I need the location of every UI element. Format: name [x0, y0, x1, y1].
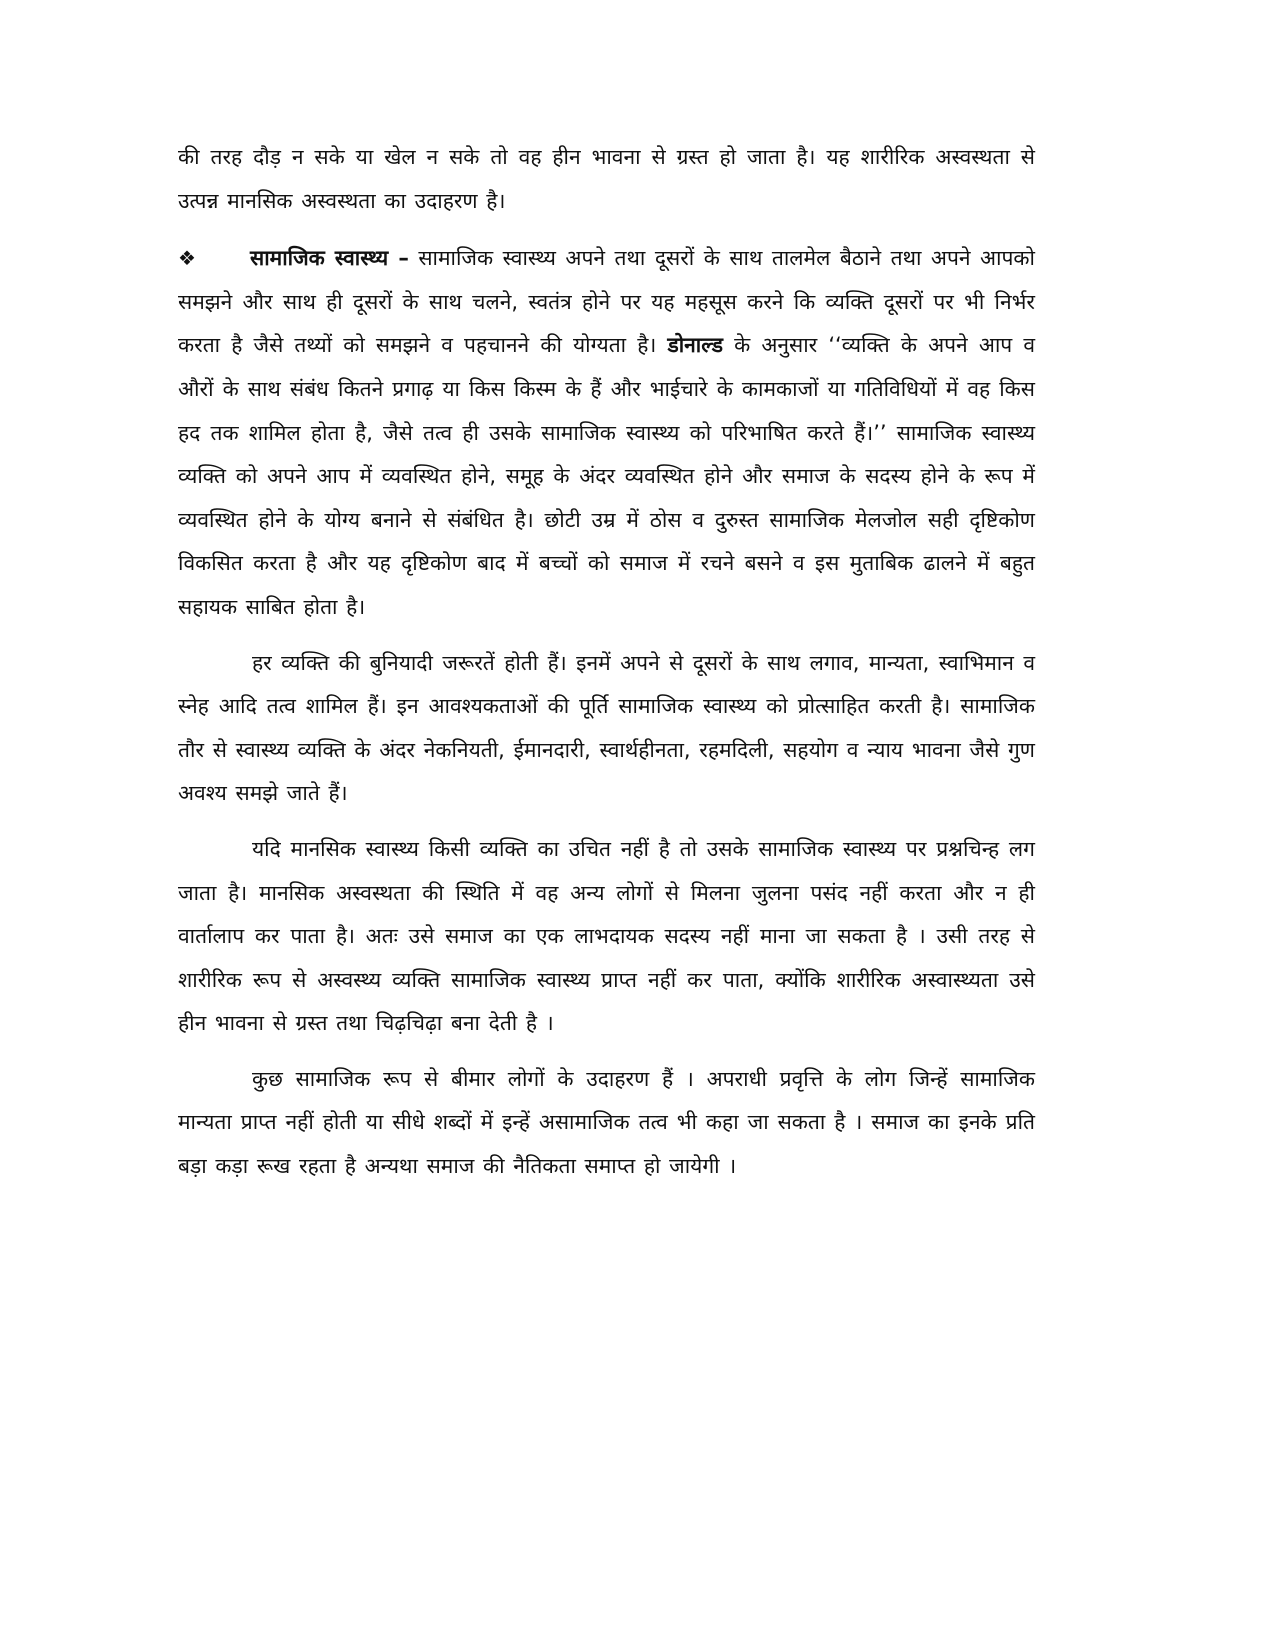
paragraph-text: सामाजिक स्वास्थ्य अपने तथा दूसरों के साथ तालमेल बैठाने तथा अपने आपको समझने और साथ ही दूसरों के साथ चलने, स्वतंत्र होने पर यह महसूस करने कि व्यक्ति दूसरों पर भी निर्भर करता है जैसे तथ्यों को समझने व पहचानने की योग्यता है। [178, 246, 1035, 358]
paragraph-mental-health-link: यदि मानसिक स्वास्थ्य किसी व्यक्ति का उचित नहीं है तो उसके सामाजिक स्वास्थ्य पर प्रश्नचिन्ह लग जाता है। मानसिक अस्वस्थता की स्थिति में वह अन्य लोगों से मिलना जुलना पसंद नहीं करता और न ही वार्तालाप कर पाता है। अतः उसे समाज का एक लाभदायक सदस्य नहीं माना जा सकता है । उसी तरह से शारीरिक रूप से अस्वस्थ्य व्यक्ति सामाजिक स्वास्थ्य प्राप्त नहीं कर पाता, क्योंकि शारीरिक अस्वास्थ्यता उसे हीन भावना से ग्रस्त तथा चिढ़चिढ़ा बना देती है । [178, 836, 1035, 1036]
author-name: डोनाल्ड [667, 333, 723, 358]
document-page [178, 136, 1035, 1189]
paragraph-intro-continuation: की तरह दौड़ न सके या खेल न सके तो वह हीन भावना से ग्रस्त हो जाता है। यह शारीरिक अस्वस्थता से उत्पन्न मानसिक अस्वस्थता का उदाहरण है। [178, 145, 1035, 213]
section-heading-social-health: सामाजिक स्वास्थ्य – [250, 246, 409, 271]
paragraph-social-health-definition [178, 237, 1035, 629]
diamond-bullet-icon: ❖ [178, 246, 196, 271]
paragraph-basic-needs: हर व्यक्ति की बुनियादी जरूरतें होती हैं। इनमें अपने से दूसरों के साथ लगाव, मान्यता, स्वाभिमान व स्नेह आदि तत्व शामिल हैं। इन आवश्यकताओं की पूर्ति सामाजिक स्वास्थ्य को प्रोत्साहित करती है। सामाजिक तौर से स्वास्थ्य व्यक्ति के अंदर नेकनियती, ईमानदारी, स्वार्थहीनता, रहमदिली, सहयोग व न्याय भावना जैसे गुण अवश्य समझे जाते हैं। [178, 650, 1035, 806]
paragraph-text: के अनुसार ‘‘व्यक्ति के अपने आप व औरों के साथ संबंध कितने प्रगाढ़ या किस किस्म के हैं और भाईचारे के कामकाजों या गतिविधियों में वह किस हद तक शामिल होता है, जैसे तत्व ही उसके सामाजिक स्वास्थ्य को परिभाषित करते हैं।’’ सामाजिक स्वास्थ्य व्यक्ति को अपने आप में व्यवस्थित होने, समूह के अंदर व्यवस्थित होने और समाज के सदस्य होने के रूप में व्यवस्थित होने के योग्य बनाने से संबंधित है। छोटी उम्र में ठोस व दुरुस्त सामाजिक मेलजोल सही दृष्टिकोण विकसित करता है और यह दृष्टिकोण बाद में बच्चों को समाज में रचने बसने व इस मुताबिक ढालने में बहुत सहायक साबित होता है। [178, 333, 1035, 619]
paragraph-socially-ill-examples: कुछ सामाजिक रूप से बीमार लोगों के उदाहरण हैं । अपराधी प्रवृत्ति के लोग जिन्हें सामाजिक मान्यता प्राप्त नहीं होती या सीधे शब्दों में इन्हें असामाजिक तत्व भी कहा जा सकता है । समाज का इनके प्रति बड़ा कड़ा रूख रहता है अन्यथा समाज की नैतिकता समाप्त हो जायेगी । [178, 1066, 1035, 1179]
